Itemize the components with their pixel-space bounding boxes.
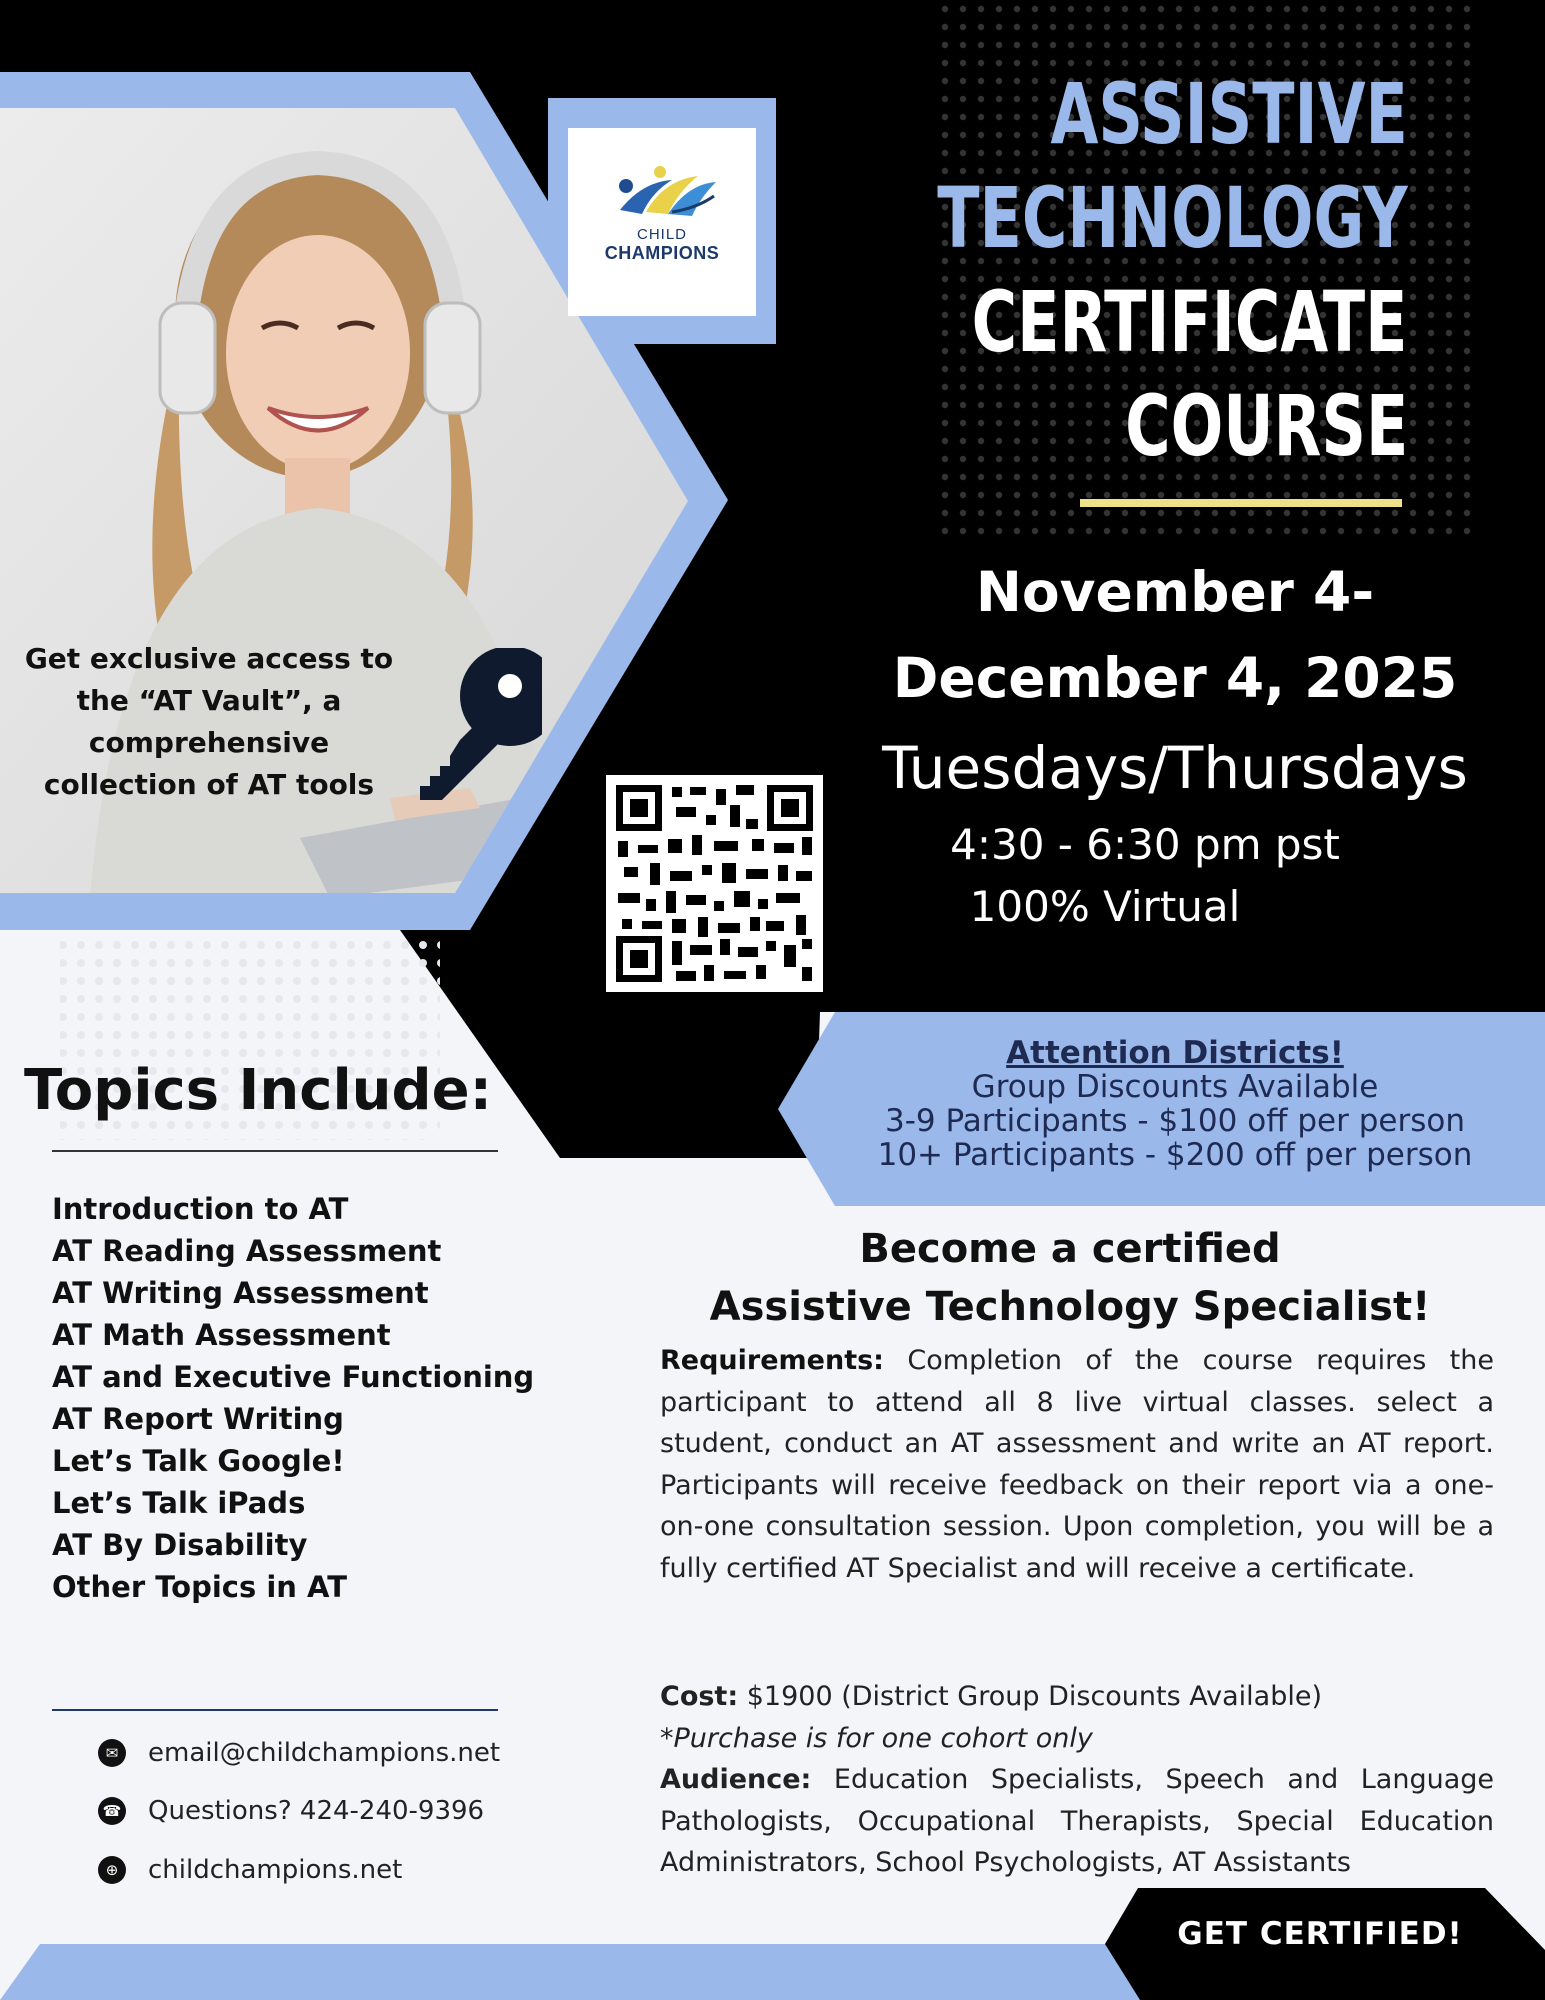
vault-promo [10,638,408,806]
email-icon: ✉ [98,1739,126,1767]
certified-line-1: Become a certified [859,1226,1281,1272]
topic-item: Introduction to AT [52,1192,349,1226]
contact-divider [52,1709,498,1711]
requirements-paragraph [660,1340,1494,1589]
logo-text-child: CHILD [636,226,687,243]
topic-item: AT By Disability [52,1528,308,1562]
contact-website-row[interactable] [98,1855,402,1885]
title-line-2: TECHNOLOGY [937,169,1408,267]
attention-line-1: Group Discounts Available [971,1069,1379,1105]
vault-line-4: collection of AT tools [43,768,375,801]
logo-text-champions: CHAMPIONS [604,243,720,263]
cost-line [660,1676,1494,1718]
vault-line-1: Get exclusive access to [24,642,394,675]
audience-label: Audience: [660,1764,812,1795]
contact-website[interactable]: childchampions.net [148,1855,403,1885]
qr-code[interactable] [606,775,823,992]
topics-divider [52,1150,498,1152]
time-line: 4:30 - 6:30 pm pst [950,820,1340,869]
days-line: Tuesdays/Thursdays [882,734,1468,802]
title-line-1: ASSISTIVE [1050,65,1408,163]
requirements-label: Requirements: [660,1345,884,1376]
globe-icon: ⊕ [98,1856,126,1884]
cost-value: $1900 (District Group Discounts Available) [746,1681,1323,1712]
dates-line-1: November 4- [975,560,1375,624]
audience-text: Education Specialists, Speech and Language Pathologists, Occupational Therapists, Special Education Administrators, School Psychologists, AT Assistants [660,1764,1494,1878]
contact-email-row[interactable] [98,1738,500,1768]
topic-item: AT Reading Assessment [52,1234,442,1268]
contact-phone[interactable]: Questions? 424-240-9396 [148,1796,485,1826]
contact-email[interactable]: email@childchampions.net [148,1738,501,1768]
topic-item: AT and Executive Functioning [52,1360,535,1394]
title-underline [1080,499,1402,507]
topic-item: AT Math Assessment [52,1318,391,1352]
cost-audience-block [660,1676,1494,1884]
topic-item: AT Report Writing [52,1402,344,1436]
attention-title: Attention Districts! [1006,1035,1344,1071]
dates-line-2: December 4, 2025 [892,646,1458,710]
certified-headline [660,1220,1480,1336]
requirements-text: Completion of the course requires the participant to attend all 8 live virtual classes. select a student, conduct an AT assessment and write an AT report. Participants will receive feedback on their report via a one-on-one consultation session. Upon completion, you will be a fully certified AT Specialist and will receive a certificate. [660,1345,1494,1584]
topic-item: AT Writing Assessment [52,1276,429,1310]
attention-line-2: 3-9 Participants - $100 off per person [884,1103,1465,1139]
vault-line-3: comprehensive [88,726,330,759]
attention-line-3: 10+ Participants - $200 off per person [877,1137,1473,1173]
cost-note: *Purchase is for one cohort only [660,1722,1093,1754]
topics-heading: Topics Include: [24,1058,492,1123]
format-line: 100% Virtual [969,882,1241,931]
topics-list [52,1188,534,1608]
attention-districts-box [830,1036,1520,1172]
title-line-4: COURSE [1124,377,1408,475]
contact-phone-row[interactable] [98,1796,484,1826]
audience-line [660,1759,1494,1884]
topic-item: Let’s Talk Google! [52,1444,345,1478]
get-certified-button[interactable]: GET CERTIFIED! [1177,1916,1463,1952]
topic-item: Other Topics in AT [52,1570,347,1604]
child-champions-logo [568,128,756,316]
title-line-3: CERTIFICATE [972,273,1408,371]
certified-line-2: Assistive Technology Specialist! [709,1284,1431,1330]
vault-line-2: the “AT Vault”, a [76,684,342,717]
logo-icon [602,162,722,222]
phone-icon: ☎ [98,1797,126,1825]
cost-label: Cost: [660,1681,739,1712]
topic-item: Let’s Talk iPads [52,1486,306,1520]
key-icon [392,648,542,808]
